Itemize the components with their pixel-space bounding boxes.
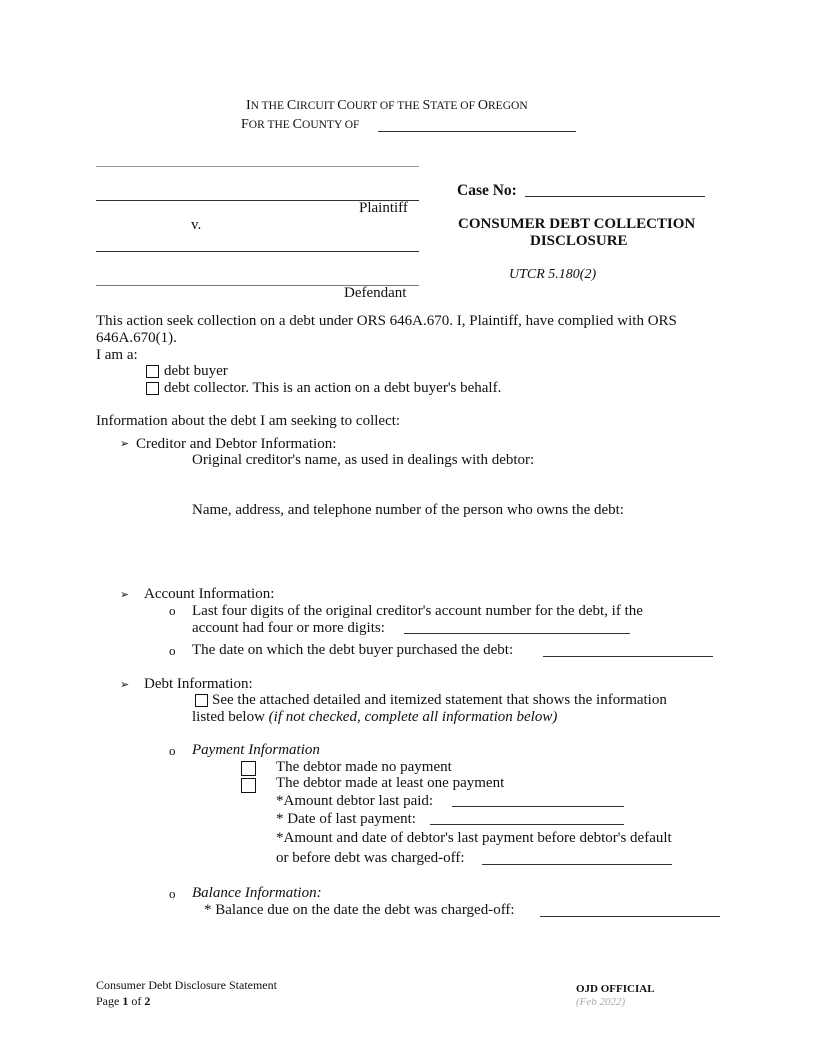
purchase-date-blank[interactable] bbox=[543, 656, 713, 657]
form-title-line1: CONSUMER DEBT COLLECTION bbox=[458, 216, 696, 232]
plaintiff-line-1[interactable] bbox=[96, 166, 419, 167]
debt-collector-checkbox[interactable] bbox=[146, 382, 159, 395]
owner-info-label: Name, address, and telephone number of the person who owns the debt: bbox=[192, 502, 624, 518]
attached-statement-checkbox[interactable] bbox=[195, 694, 208, 707]
circle-bullet-icon: o bbox=[169, 743, 176, 758]
attached-line-2-text: listed below bbox=[192, 709, 265, 725]
last-four-line-2: account had four or more digits: bbox=[192, 620, 385, 636]
attached-line-1: See the attached detailed and itemized statement that shows the information bbox=[212, 692, 667, 708]
account-heading: Account Information: bbox=[144, 586, 275, 602]
amount-date-blank[interactable] bbox=[482, 864, 672, 865]
arrow-bullet-icon: ➢ bbox=[120, 678, 130, 691]
form-title-line2: DISCLOSURE bbox=[530, 233, 628, 249]
versus-label: v. bbox=[191, 217, 202, 233]
page-of: of bbox=[131, 994, 142, 1008]
purchase-date-label: The date on which the debt buyer purchased the debt: bbox=[192, 642, 514, 658]
last-four-blank[interactable] bbox=[404, 633, 630, 634]
amount-date-line-2: or before debt was charged-off: bbox=[276, 850, 465, 866]
intro-line-2: 646A.670(1). bbox=[96, 330, 177, 346]
page-total: 2 bbox=[144, 994, 151, 1008]
footer-page-number bbox=[96, 994, 150, 1009]
amount-last-paid-label: *Amount debtor last paid: bbox=[276, 793, 434, 809]
date-last-payment-blank[interactable] bbox=[430, 824, 624, 825]
defendant-label: Defendant bbox=[344, 285, 407, 301]
footer-revision: (Feb 2022) bbox=[576, 996, 626, 1008]
case-no-blank[interactable] bbox=[525, 196, 705, 197]
page-prefix: Page bbox=[96, 994, 120, 1008]
debt-heading: Debt Information: bbox=[144, 676, 253, 692]
one-payment-label: The debtor made at least one payment bbox=[276, 775, 505, 791]
debt-buyer-label: debt buyer bbox=[164, 363, 228, 379]
debt-collector-label: debt collector. This is an action on a debt buyer's behalf. bbox=[164, 380, 502, 396]
footer-official: OJD OFFICIAL bbox=[576, 983, 655, 995]
defendant-line-1[interactable] bbox=[96, 251, 419, 252]
balance-heading: Balance Information: bbox=[192, 885, 322, 901]
plaintiff-label: Plaintiff bbox=[359, 200, 408, 216]
case-no-label: Case No: bbox=[457, 182, 517, 199]
i-am-a-label: I am a: bbox=[96, 347, 138, 363]
circle-bullet-icon: o bbox=[169, 643, 176, 658]
one-payment-checkbox[interactable] bbox=[241, 778, 256, 793]
balance-due-label: * Balance due on the date the debt was charged-off: bbox=[204, 902, 515, 918]
attached-line-2 bbox=[192, 709, 557, 726]
no-payment-checkbox[interactable] bbox=[241, 761, 256, 776]
arrow-bullet-icon: ➢ bbox=[120, 437, 130, 450]
footer-doc-name: Consumer Debt Disclosure Statement bbox=[96, 978, 277, 992]
arrow-bullet-icon: ➢ bbox=[120, 588, 130, 601]
balance-due-blank[interactable] bbox=[540, 916, 720, 917]
info-heading: Information about the debt I am seeking to collect: bbox=[96, 413, 401, 429]
circle-bullet-icon: o bbox=[169, 603, 176, 618]
intro-line-1: This action seek collection on a debt under ORS 646A.670. I, Plaintiff, have complied with ORS bbox=[96, 313, 677, 329]
attached-note: (if not checked, complete all information below) bbox=[268, 709, 558, 725]
date-last-payment-label: * Date of last payment: bbox=[276, 811, 416, 827]
creditor-heading: Creditor and Debtor Information: bbox=[136, 436, 337, 452]
payment-heading: Payment Information bbox=[192, 742, 320, 758]
last-four-line-1: Last four digits of the original creditor's account number for the debt, if the bbox=[192, 603, 643, 619]
debt-buyer-checkbox[interactable] bbox=[146, 365, 159, 378]
page-current: 1 bbox=[122, 994, 129, 1008]
original-creditor-label: Original creditor's name, as used in dealings with debtor: bbox=[192, 452, 535, 468]
circle-bullet-icon: o bbox=[169, 886, 176, 901]
no-payment-label: The debtor made no payment bbox=[276, 759, 452, 775]
county-heading: FOR THE COUNTY OF bbox=[241, 117, 360, 132]
utcr-rule: UTCR 5.180(2) bbox=[509, 267, 597, 282]
county-blank[interactable] bbox=[378, 131, 576, 132]
amount-date-line-1: *Amount and date of debtor's last payment before debtor's default bbox=[276, 830, 672, 846]
amount-last-paid-blank[interactable] bbox=[452, 806, 624, 807]
court-heading: IN THE CIRCUIT COURT OF THE STATE OF OREGON bbox=[246, 98, 528, 113]
